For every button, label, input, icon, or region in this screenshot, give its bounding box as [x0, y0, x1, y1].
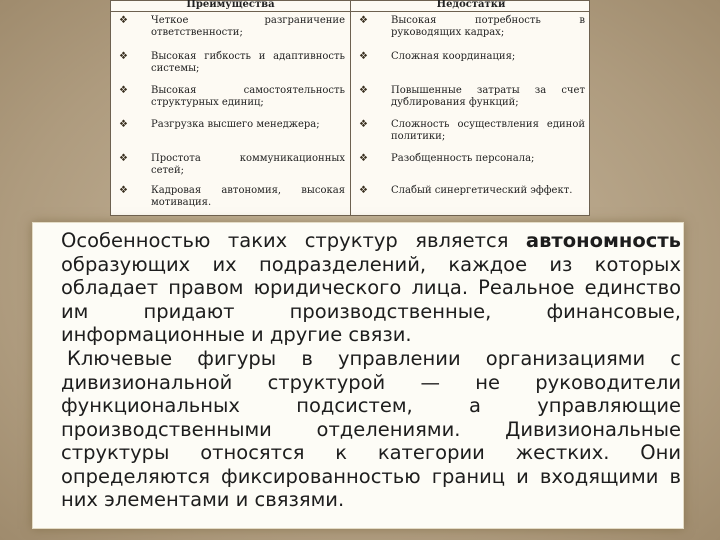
diamond-bullet-icon: ❖	[119, 51, 128, 62]
paragraph-key-figures: Ключевые фигуры в управлении организациями с дивизиональной структурой — не руководители функциональных подсистем, а управляющие производственными отделениями. Дивизиональные структуры относятся к категории жестких. Они определяются фиксированностью границ и входящими в них элементами и связями.	[61, 347, 681, 511]
comparison-table: Преимущества Недостатки ❖ Четкое разграничение ответственности; ❖ Высокая гибкость и адаптивность системы; ❖ Высокая самостоятельность структурных единиц; ❖ Разгрузка высшего менеджера; ❖ Простота коммуникационных сетей; ❖ Кадровая автономия, высокая мотивация. ❖ Высокая потребность в руководящих кадрах; ❖ Сложная координация; ❖ Повышенные затраты за счет дублирования функций; ❖ Сложность осуществления единой политики; ❖ Разобщенность персонала; ❖ Слабый синергетический эффект.	[110, 0, 590, 216]
diamond-bullet-icon: ❖	[119, 153, 128, 164]
diamond-bullet-icon: ❖	[359, 15, 368, 26]
emphasis-autonomy: автономность	[525, 229, 681, 252]
disadvantages-header: Недостатки	[436, 0, 506, 10]
diamond-bullet-icon: ❖	[359, 51, 368, 62]
diamond-bullet-icon: ❖	[359, 85, 368, 96]
diamond-bullet-icon: ❖	[119, 85, 128, 96]
text-panel	[32, 222, 684, 529]
diamond-bullet-icon: ❖	[359, 153, 368, 164]
diamond-bullet-icon: ❖	[119, 185, 128, 196]
advantages-header: Преимущества	[186, 0, 275, 10]
diamond-bullet-icon: ❖	[359, 185, 368, 196]
paragraph-autonomy: Особенностью таких структур является автономность образующих их подразделений, каждое из которых обладает правом юридического лица. Реальное единство им придают производственные, финансовые, информационные и другие связи.	[61, 229, 681, 346]
diamond-bullet-icon: ❖	[119, 119, 128, 130]
diamond-bullet-icon: ❖	[359, 119, 368, 130]
table-column-divider	[350, 1, 351, 215]
diamond-bullet-icon: ❖	[119, 15, 128, 26]
